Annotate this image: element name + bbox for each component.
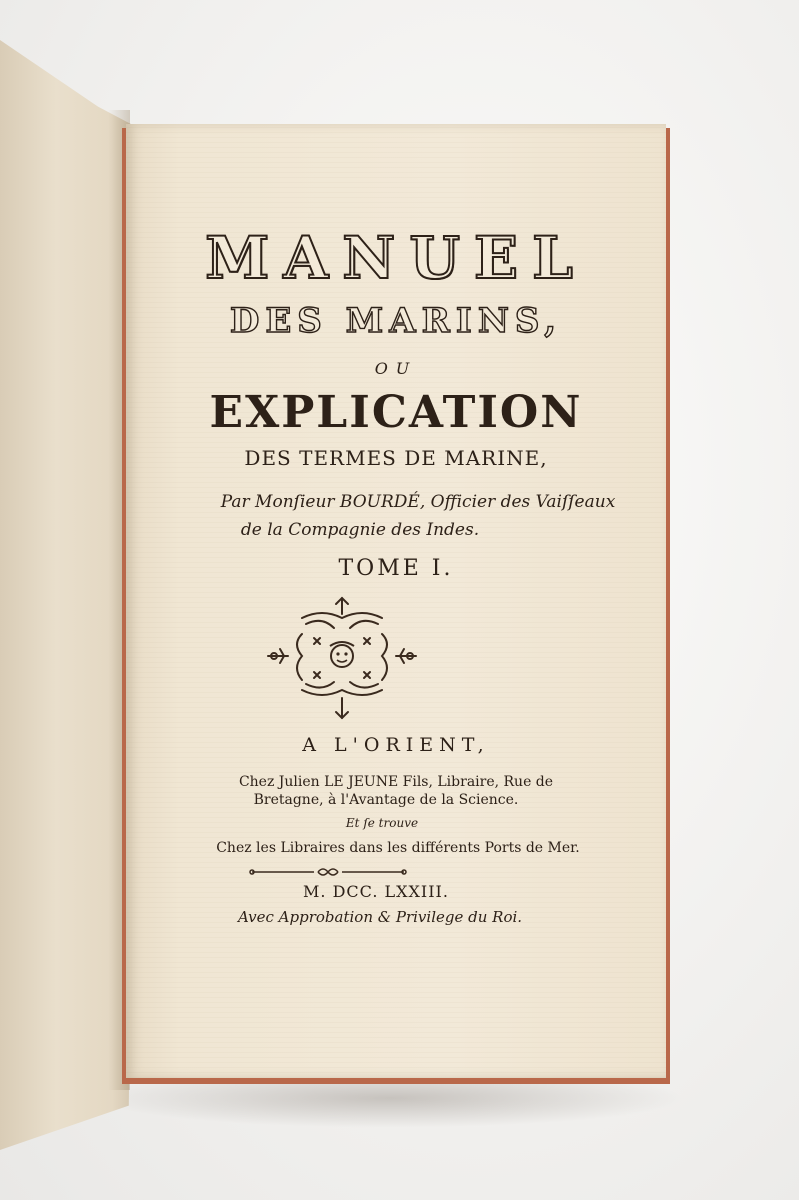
publisher-line-4: Chez les Libraires dans les différents Ports de Mer. — [216, 840, 580, 856]
place-of-publication: A L'ORIENT, — [302, 734, 490, 756]
publisher-line-2: Bretagne, à l'Avantage de la Science. — [253, 792, 519, 808]
publisher-line-3: Et ſe trouve — [345, 816, 419, 830]
royal-privilege: Avec Approbation & Privilege du Roi. — [237, 908, 523, 926]
title-manuel: MANUEL — [205, 224, 587, 292]
title-des-marins: DES MARINS, — [229, 301, 563, 341]
title-explication: EXPLICATION — [209, 387, 583, 438]
author-line-1: Par Monſieur BOURDÉ, Officier des Vaiſſeaux — [220, 492, 616, 512]
publisher-line-1: Chez Julien LE JEUNE Fils, Libraire, Rue de — [238, 774, 554, 790]
printer-rule-icon — [248, 865, 408, 879]
title-page — [126, 124, 666, 1078]
volume-label: TOME I. — [338, 556, 454, 581]
author-line-2: de la Compagnie des Indes. — [240, 520, 480, 540]
publication-date: M. DCC. LXXIII. — [303, 882, 449, 901]
title-des-termes: DES TERMES DE MARINE, — [244, 446, 548, 470]
title-ou: OU — [374, 359, 418, 378]
fleuron-ornament-icon — [262, 594, 422, 724]
